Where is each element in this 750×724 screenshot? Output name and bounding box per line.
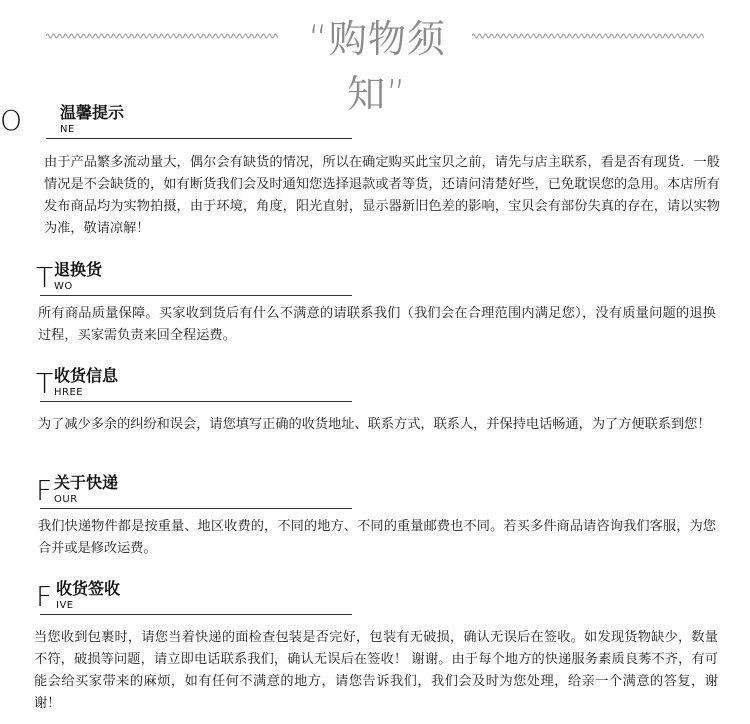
section-title: 温馨提示: [60, 103, 125, 122]
section-rule: [40, 614, 352, 615]
section-subtitle: OUR: [54, 494, 78, 505]
section-rule: [40, 295, 352, 296]
wave-divider-right: [472, 30, 704, 42]
section-rule: [40, 508, 352, 509]
section-text-one: 由于产品繁多流动量大，偶尔会有缺货的情况，所以在确定购买此宝贝之前，请先与店主联系，看是否有现货．一般情况是不会缺货的，如有断货我们会及时通知您选择退款或者等货，还请问清楚好些，已免耽误您的急用。本店所有发布商品均为实物拍摄，由于环境，角度，阳光直射，显示器新旧色差的影响，宝贝会有部份失真的存在，请以实物为准，敬请凉解！: [44, 155, 720, 236]
section-text-four: 我们快递物件都是按重量、地区收费的，不同的地方、不同的重量邮费也不同。若买多件商品请咨询我们客服，为您合并或是修改运费。: [38, 519, 716, 556]
wave-divider-left: [46, 30, 278, 42]
section-heading-four: [0, 474, 360, 514]
section-letter: F: [36, 474, 53, 507]
section-heading-three: [0, 367, 360, 407]
section-title: 收货信息: [54, 366, 119, 385]
section-title: 收货签收: [56, 579, 121, 598]
section-subtitle: NE: [60, 124, 75, 135]
section-title: 退换货: [54, 260, 103, 279]
section-rule: [40, 401, 352, 402]
section-heading-five: [0, 580, 360, 620]
section-letter: F: [36, 580, 53, 613]
section-letter: O: [0, 104, 23, 137]
section-heading-one: [0, 104, 360, 144]
section-text-three: 为了减少多余的纠纷和误会，请您填写正确的收货地址、联系方式，联系人，并保持电话畅通，为了方便联系到您！: [38, 417, 711, 432]
section-subtitle: HREE: [54, 387, 84, 398]
section-heading-two: [0, 261, 360, 301]
section-title: 关于快递: [54, 473, 119, 492]
section-text-two: 所有商品质量保障。买家收到货后有什么不满意的请联系我们（我们会在合理范围内满足您），没有质量问题的退换过程，买家需负责来回全程运费。: [38, 306, 716, 343]
section-letter: T: [36, 367, 54, 400]
section-letter: T: [36, 261, 54, 294]
section-subtitle: WO: [54, 281, 73, 292]
section-subtitle: IVE: [56, 600, 74, 611]
page-title: “购物须知”: [308, 17, 446, 116]
section-text-five: 当您收到包裹时，请您当着快递的面检查包装是否完好，包装有无破损，确认无误后在签收。如发现货物缺少，数量不符，破损等问题，请立即电话联系我们，确认无误后在签收！ 谢谢。由于每个地方的快递服务素质良莠不齐，有可能会给买家带来的麻烦，如有任何不满意的地方，请您告诉我们，我们会及时为您处理，给亲一个满意的答复，谢谢！: [34, 630, 718, 711]
section-rule: [46, 138, 352, 139]
